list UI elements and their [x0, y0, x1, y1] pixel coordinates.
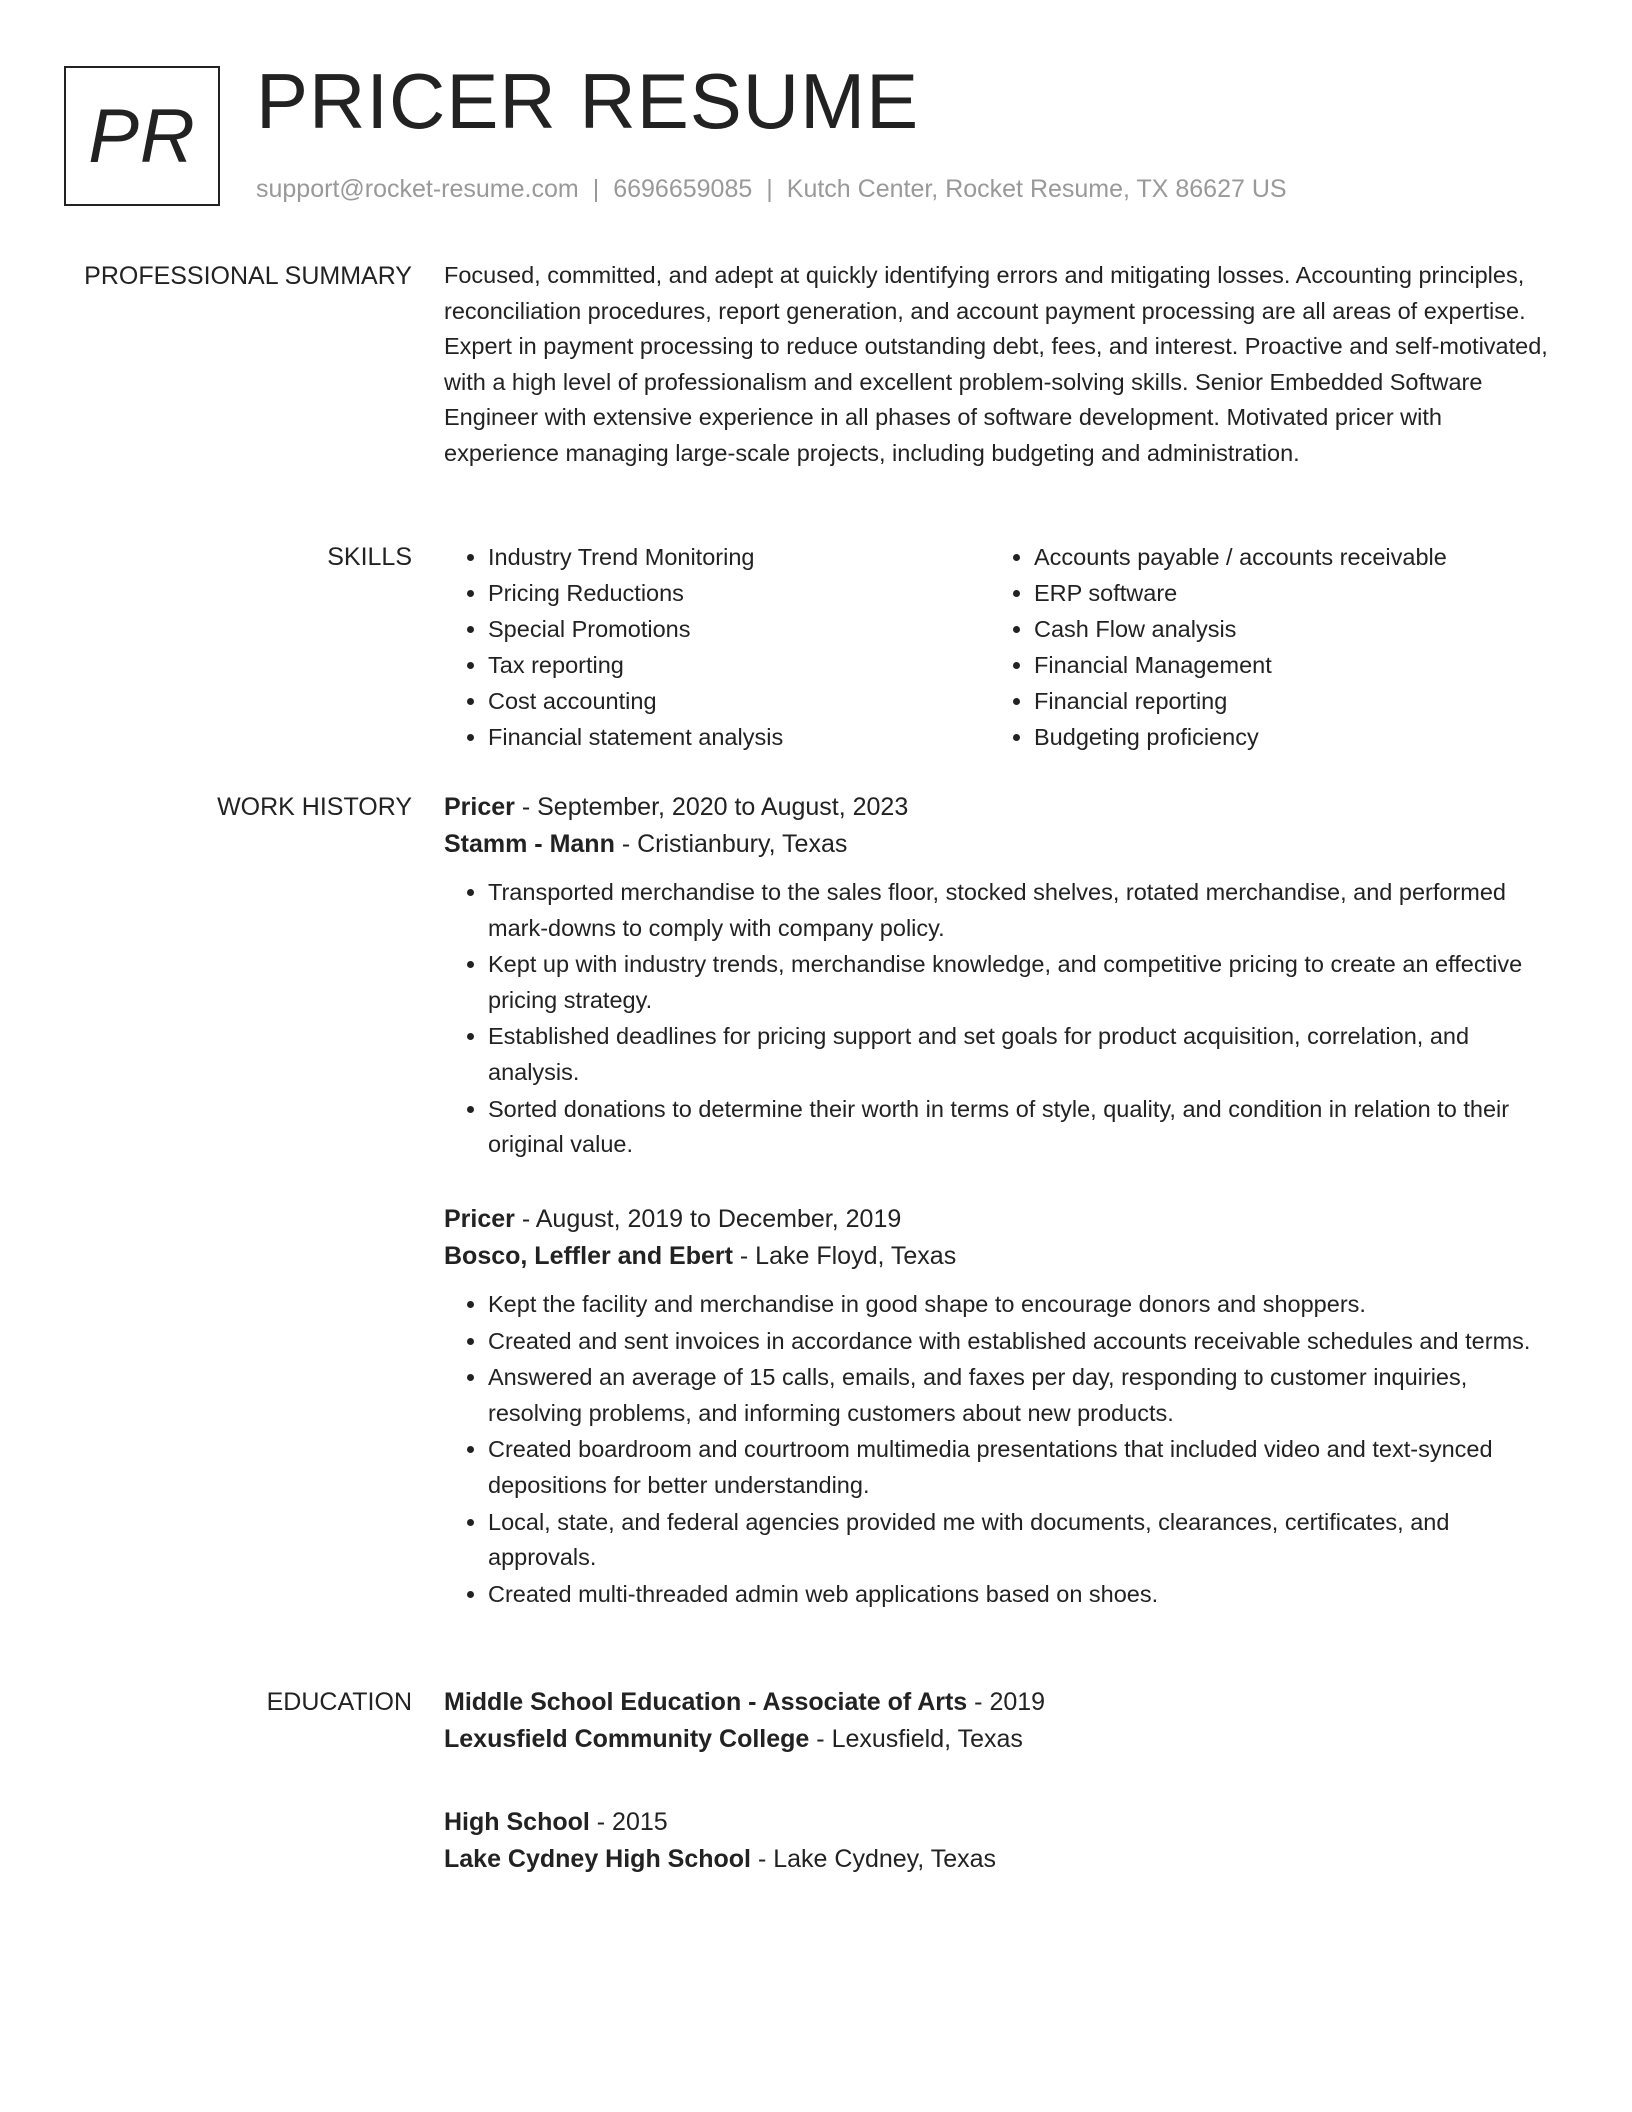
- job-bullet: • Created and sent invoices in accordance with established accounts receivable schedules and terms.: [488, 1324, 1560, 1360]
- job-bullet: • Kept the facility and merchandise in good shape to encourage donors and shoppers.: [488, 1287, 1560, 1323]
- job-bullet: • Sorted donations to determine their worth in terms of style, quality, and condition in relation to their original value.: [488, 1092, 1560, 1163]
- skill-item: • Accounts payable / accounts receivable: [1034, 539, 1536, 575]
- skills-list-left: [444, 539, 990, 755]
- job-title-line: [444, 789, 1560, 826]
- degree: Middle School Education - Associate of Arts: [444, 1688, 968, 1716]
- school-line: [444, 1721, 1560, 1758]
- education-entry: [444, 1804, 1560, 1878]
- resume-name: PRICER RESUME: [256, 57, 920, 145]
- school-location: - Lexusfield, Texas: [816, 1725, 1023, 1753]
- section-label-skills: SKILLS: [327, 543, 412, 571]
- school-line: [444, 1841, 1560, 1878]
- section-label-education: EDUCATION: [266, 1688, 412, 1716]
- job-bullets: [444, 1287, 1560, 1612]
- job-dates: - August, 2019 to December, 2019: [521, 1205, 902, 1233]
- contact-address: Kutch Center, Rocket Resume, TX 86627 US: [786, 175, 1287, 203]
- section-label-work: WORK HISTORY: [217, 793, 412, 821]
- job-entry: [444, 789, 1560, 1164]
- skill-item: • Special Promotions: [488, 611, 990, 647]
- job-bullet: • Transported merchandise to the sales floor, stocked shelves, rotated merchandise, and performed mark-downs to comply with company policy.: [488, 875, 1560, 946]
- job-company-line: [444, 826, 1560, 863]
- skills-columns: [444, 539, 1560, 755]
- degree: High School: [444, 1808, 590, 1836]
- degree-line: [444, 1804, 1560, 1841]
- job-bullet: • Created multi-threaded admin web applications based on shoes.: [488, 1577, 1560, 1613]
- skill-item: • Pricing Reductions: [488, 575, 990, 611]
- skill-item: • Industry Trend Monitoring: [488, 539, 990, 575]
- job-company-line: [444, 1238, 1560, 1275]
- skill-item: • Financial Management: [1034, 647, 1536, 683]
- degree-year: - 2019: [974, 1688, 1046, 1716]
- school: Lexusfield Community College: [444, 1725, 810, 1753]
- job-bullet: • Answered an average of 15 calls, emails, and faxes per day, responding to customer inquiries, resolving problems, and informing customers about new products.: [488, 1360, 1560, 1431]
- education-entry: [444, 1684, 1560, 1758]
- contact-separator: |: [592, 175, 600, 203]
- skill-item: • Cash Flow analysis: [1034, 611, 1536, 647]
- section-label-summary: PROFESSIONAL SUMMARY: [84, 262, 412, 290]
- contact-email[interactable]: support@rocket-resume.com: [256, 175, 579, 203]
- job-location: - Cristianbury, Texas: [621, 830, 848, 858]
- degree-year: - 2015: [596, 1808, 668, 1836]
- job-bullets: [444, 875, 1560, 1163]
- summary-text: Focused, committed, and adept at quickly identifying errors and mitigating losses. Accounting principles, reconciliation procedures, report generation, and account payment processing are all areas of expertise. Expert in payment processing to reduce outstanding debt, fees, and interest. Proactive and self-motivated, with a high level of professionalism and excellent problem-solving skills. Senior Embedded Software Engineer with extensive experience in all phases of software development. Motivated pricer with experience managing large-scale projects, including budgeting and administration.: [444, 262, 1548, 466]
- skill-item: • Budgeting proficiency: [1034, 719, 1536, 755]
- monogram-text: PR: [88, 93, 196, 179]
- skill-item: • Financial statement analysis: [488, 719, 990, 755]
- job-company: Stamm - Mann: [444, 830, 615, 858]
- job-location: - Lake Floyd, Texas: [739, 1242, 957, 1270]
- degree-line: [444, 1684, 1560, 1721]
- job-bullet: • Created boardroom and courtroom multimedia presentations that included video and text-synced depositions for better understanding.: [488, 1432, 1560, 1503]
- school-location: - Lake Cydney, Texas: [757, 1845, 997, 1873]
- job-title: Pricer: [444, 793, 515, 821]
- job-entry: [444, 1201, 1560, 1613]
- skill-item: • Cost accounting: [488, 683, 990, 719]
- contact-separator: |: [766, 175, 773, 203]
- skill-item: • Tax reporting: [488, 647, 990, 683]
- monogram-box: [64, 66, 220, 206]
- job-dates: - September, 2020 to August, 2023: [521, 793, 909, 821]
- summary-body: [444, 258, 1560, 472]
- school: Lake Cydney High School: [444, 1845, 752, 1873]
- skills-list-right: [990, 539, 1536, 755]
- job-bullet: • Established deadlines for pricing support and set goals for product acquisition, correlation, and analysis.: [488, 1019, 1560, 1090]
- job-company: Bosco, Leffler and Ebert: [444, 1242, 733, 1270]
- skill-item: • Financial reporting: [1034, 683, 1536, 719]
- contact-line: [256, 174, 1287, 204]
- skills-body: [444, 539, 1560, 755]
- job-title-line: [444, 1201, 1560, 1238]
- job-title: Pricer: [444, 1205, 515, 1233]
- job-bullet: • Local, state, and federal agencies provided me with documents, clearances, certificates, and approvals.: [488, 1505, 1560, 1576]
- skill-item: • ERP software: [1034, 575, 1536, 611]
- contact-phone[interactable]: 6696659085: [613, 175, 753, 203]
- job-bullet: • Kept up with industry trends, merchandise knowledge, and competitive pricing to create an effective pricing strategy.: [488, 947, 1560, 1018]
